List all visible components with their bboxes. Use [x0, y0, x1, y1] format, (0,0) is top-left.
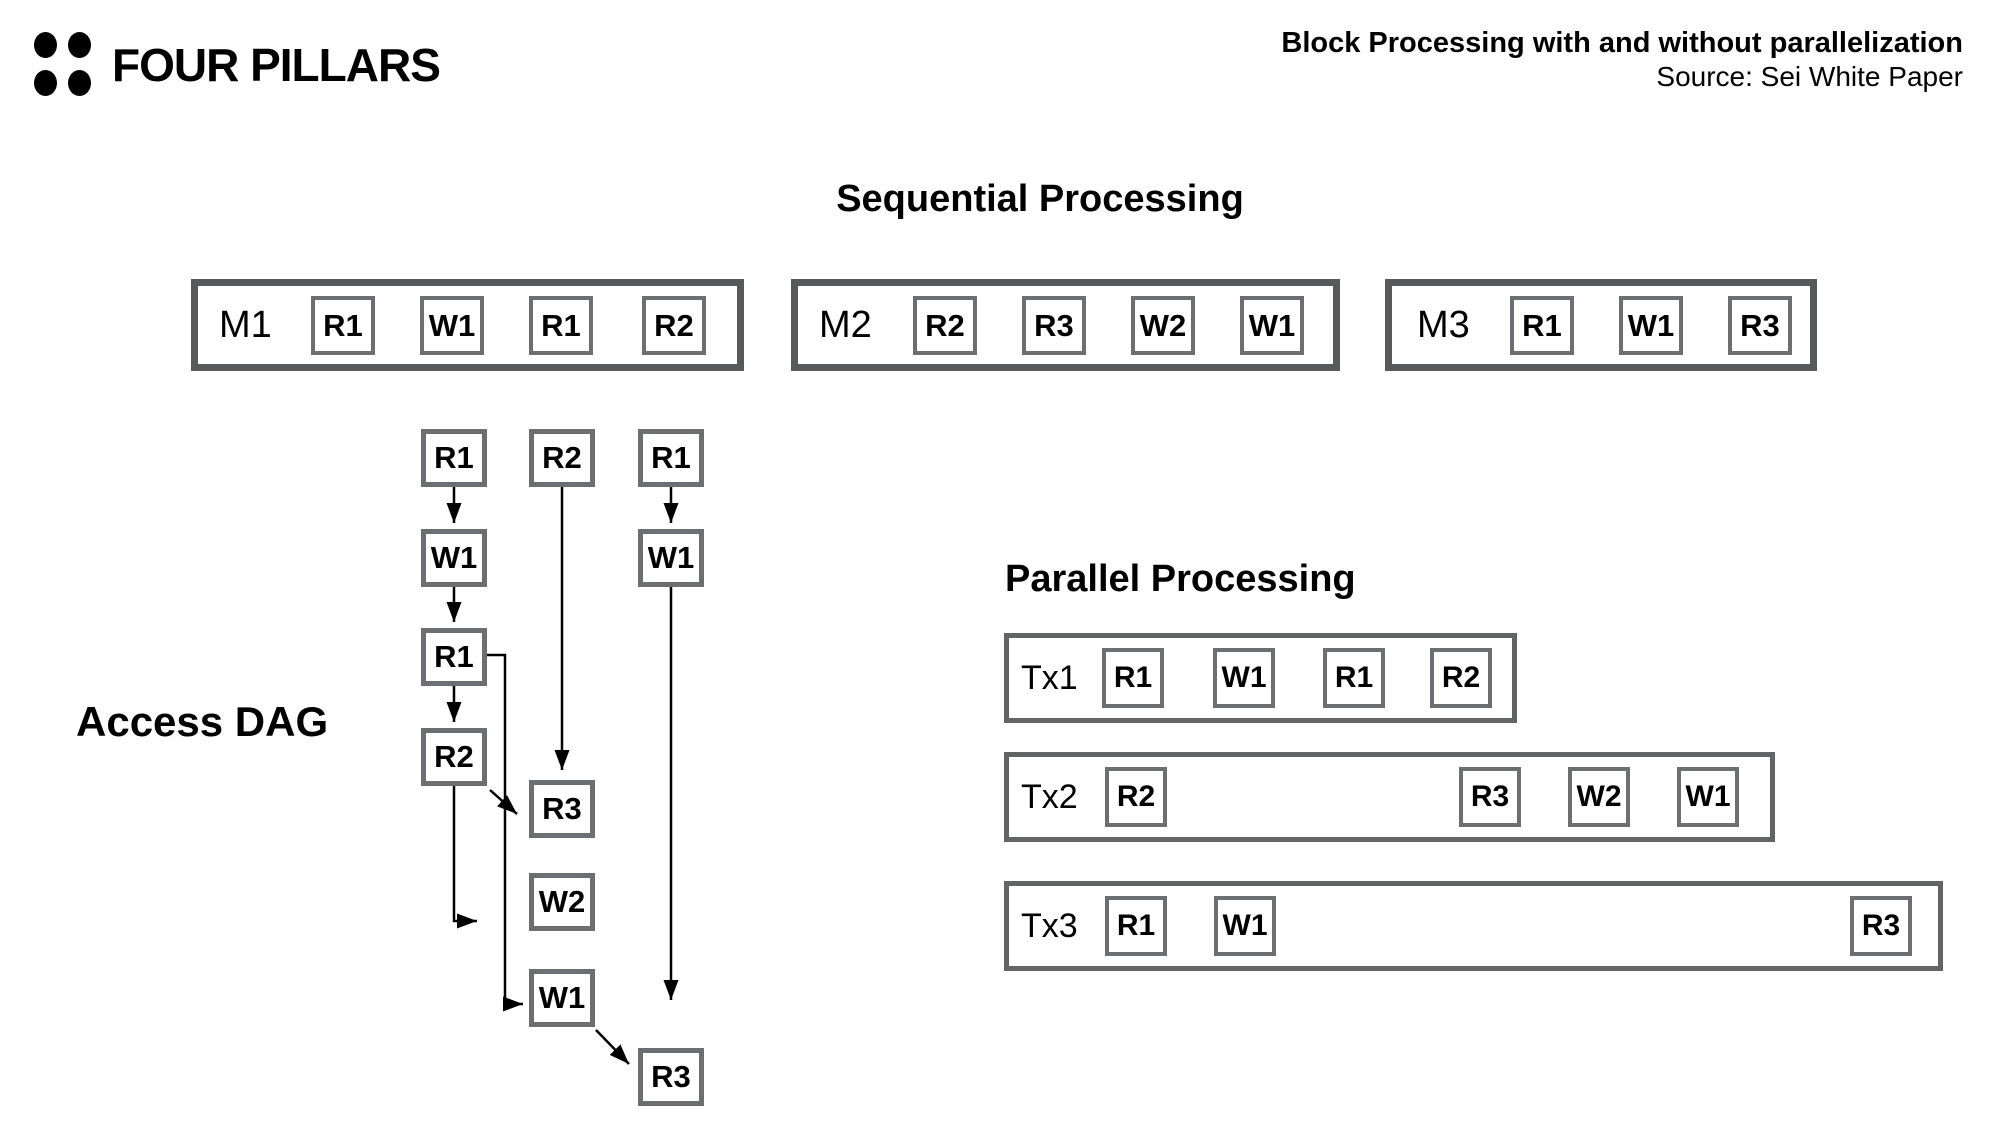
row-label: M1 — [219, 303, 272, 346]
op-chip: R2 — [913, 296, 977, 355]
dag-edge — [490, 790, 517, 814]
dag-heading: Access DAG — [76, 698, 329, 745]
block-row-tx2 — [1004, 752, 1775, 842]
row-label: Tx3 — [1021, 906, 1078, 945]
op-chip: W1 — [1677, 767, 1739, 827]
op-chip: W1 — [1213, 648, 1275, 708]
block-row-tx3 — [1004, 881, 1943, 971]
chart-title: Block Processing with and without parallelization — [1281, 27, 1963, 59]
op-chip: R1 — [1102, 648, 1164, 708]
dag-edge — [454, 786, 477, 921]
row-label: M3 — [1417, 303, 1470, 346]
op-chip: R3 — [1728, 296, 1792, 355]
dag-node: W2 — [529, 873, 595, 931]
dag-node: R2 — [529, 429, 595, 487]
sequential-heading: Sequential Processing — [836, 178, 1244, 220]
row-label: Tx1 — [1021, 658, 1078, 697]
chart-source: Source: Sei White Paper — [1656, 61, 1963, 93]
op-chip: W1 — [1619, 296, 1683, 355]
row-label: Tx2 — [1021, 777, 1078, 816]
op-chip: W2 — [1568, 767, 1630, 827]
op-chip: W1 — [420, 296, 484, 355]
op-chip: W1 — [1240, 296, 1304, 355]
row-label: M2 — [819, 303, 872, 346]
dag-node: R1 — [421, 628, 487, 686]
dag-edge — [596, 1030, 629, 1064]
dag-node: W1 — [638, 529, 704, 587]
op-chip: R2 — [1430, 648, 1492, 708]
brand-name: FOUR PILLARS — [112, 39, 440, 91]
op-chip: R3 — [1850, 896, 1912, 956]
op-chip: W2 — [1131, 296, 1195, 355]
op-chip: W1 — [1214, 896, 1276, 956]
parallel-heading: Parallel Processing — [1005, 558, 1356, 600]
op-chip: R1 — [1105, 896, 1167, 956]
dag-node: R3 — [638, 1048, 704, 1106]
op-chip: R2 — [1105, 767, 1167, 827]
dag-node: R1 — [421, 429, 487, 487]
dag-edge — [487, 655, 523, 1004]
dag-node: R2 — [421, 728, 487, 786]
op-chip: R3 — [1459, 767, 1521, 827]
dag-node: R1 — [638, 429, 704, 487]
op-chip: R2 — [642, 296, 706, 355]
dag-node: R3 — [529, 780, 595, 838]
dag-node: W1 — [529, 969, 595, 1027]
op-chip: R3 — [1022, 296, 1086, 355]
block-row-tx1 — [1004, 633, 1517, 723]
op-chip: R1 — [311, 296, 375, 355]
op-chip: R1 — [529, 296, 593, 355]
dag-node: W1 — [421, 529, 487, 587]
op-chip: R1 — [1510, 296, 1574, 355]
op-chip: R1 — [1323, 648, 1385, 708]
